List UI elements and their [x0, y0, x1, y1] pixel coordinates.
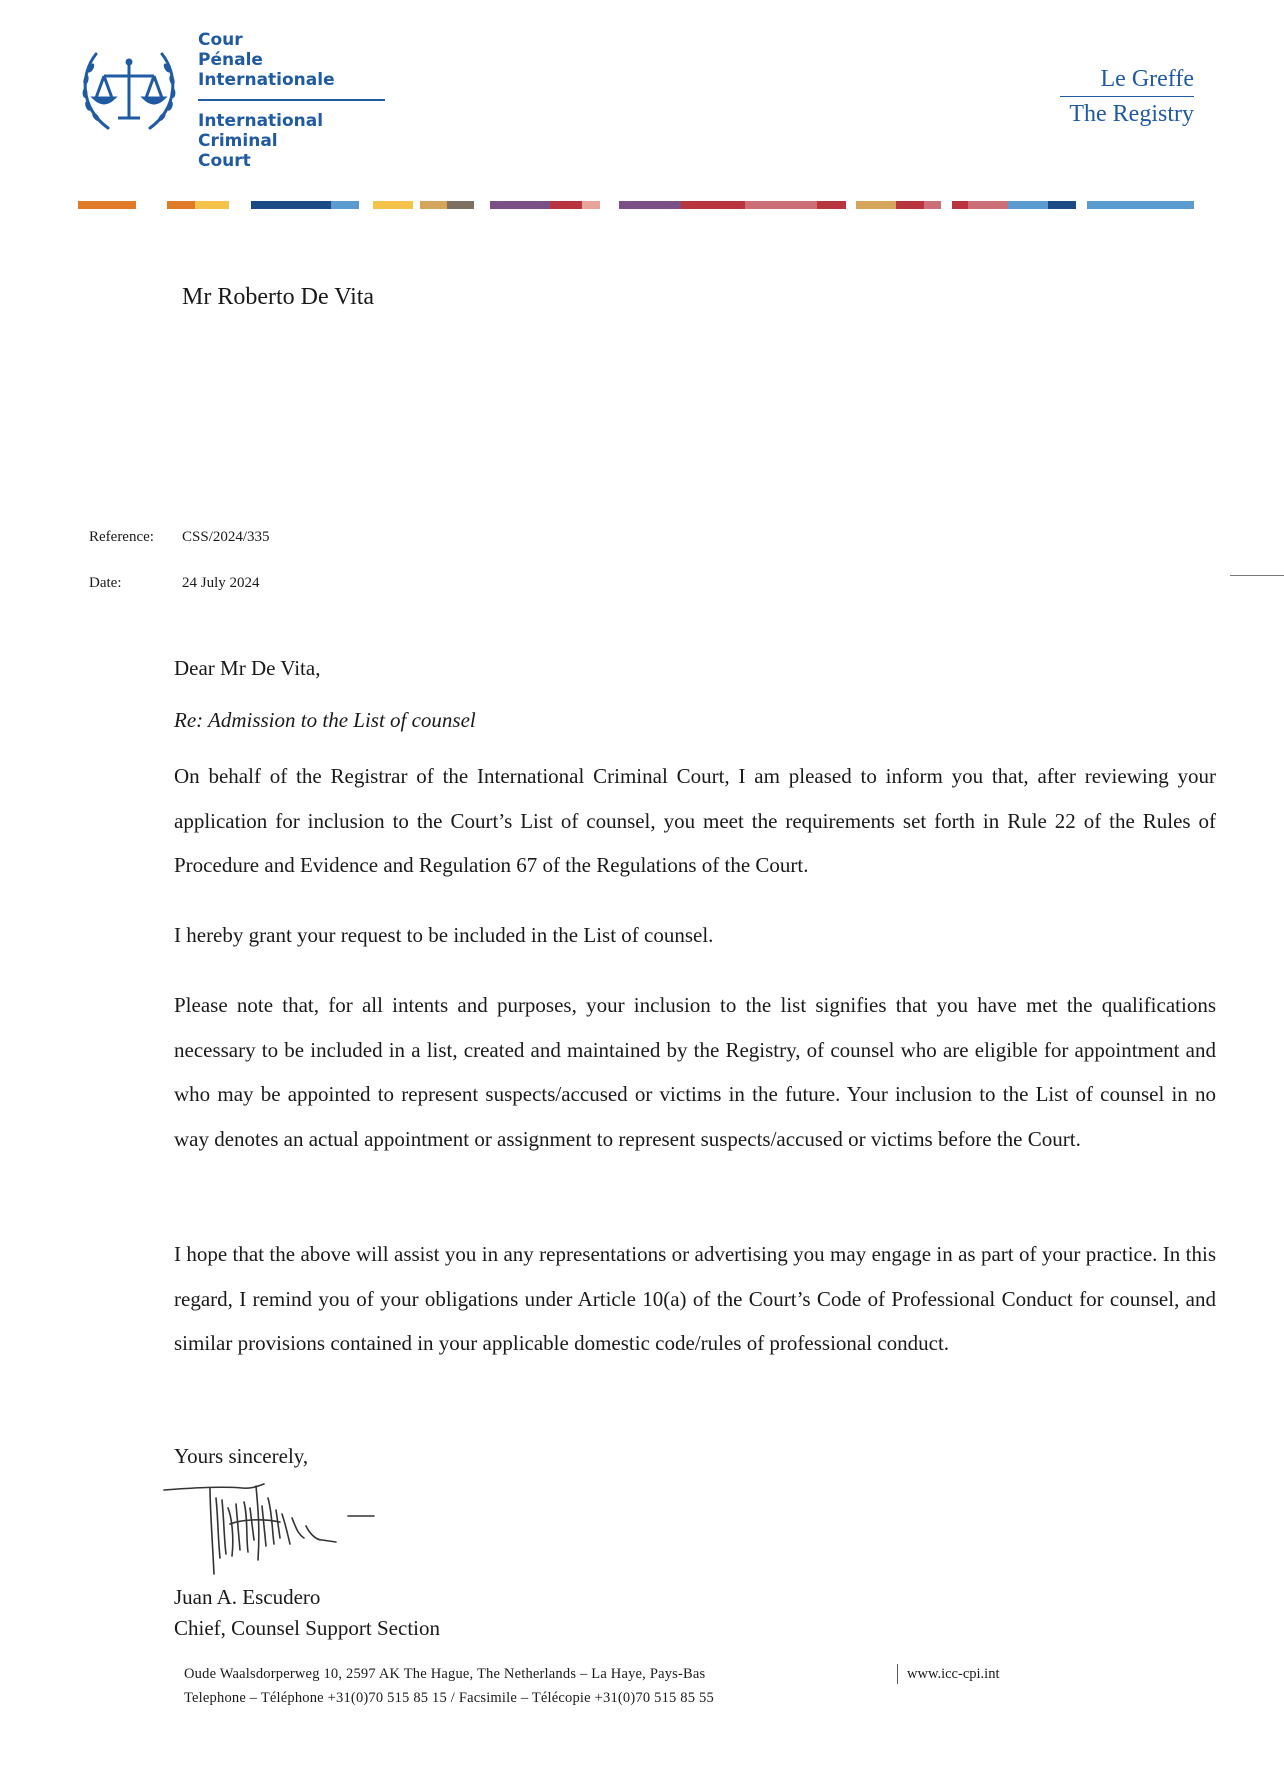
- org-name-french: [198, 30, 335, 90]
- color-strip-segment: [896, 201, 924, 209]
- footer-separator: [897, 1664, 898, 1684]
- date-value: 24 July 2024: [182, 575, 260, 591]
- color-strip-segment: [952, 201, 968, 209]
- color-strip-segment: [968, 201, 1008, 209]
- footer-website-link[interactable]: www.icc-cpi.int: [907, 1666, 1000, 1682]
- color-strip-segment: [78, 201, 136, 209]
- color-strip-segment: [1048, 201, 1076, 209]
- body-paragraph: On behalf of the Registrar of the International Criminal Court, I am pleased to inform you that, after reviewing your application for inclusion to the Court’s List of counsel, you meet the requirements set forth in Rule 22 of the Rules of Procedure and Evidence and Regulation 67 of the Regulations of the Court.: [174, 764, 1216, 877]
- closing: Yours sincerely,: [174, 1444, 309, 1468]
- color-strip-segment: [1087, 201, 1194, 209]
- color-strip-segment: [582, 201, 600, 209]
- reference-label: Reference:: [89, 529, 154, 545]
- subject-line: Re: Admission to the List of counsel: [174, 708, 476, 732]
- footer-address: Oude Waalsdorperweg 10, 2597 AK The Hague, The Netherlands – La Haye, Pays-Bas: [184, 1666, 706, 1682]
- color-strip-segment: [745, 201, 817, 209]
- color-strip-segment: [1008, 201, 1048, 209]
- org-name-fr-line: Internationale: [198, 70, 335, 90]
- org-name-divider: [198, 99, 385, 101]
- body-paragraph: I hereby grant your request to be included in the List of counsel.: [174, 923, 714, 947]
- recipient-name: Mr Roberto De Vita: [182, 284, 375, 310]
- org-name-en-line: International: [198, 111, 324, 131]
- footer-phone: Telephone – Téléphone +31(0)70 515 85 15 / Facsimile – Télécopie +31(0)70 515 85 55: [184, 1690, 714, 1706]
- org-name-english: [198, 111, 323, 171]
- color-strip-segment: [195, 201, 229, 209]
- handwritten-signature: [160, 1478, 390, 1582]
- color-strip-segment: [167, 201, 195, 209]
- color-strip-segment: [817, 201, 846, 209]
- org-name-fr-line: Cour: [198, 30, 243, 50]
- registry-divider: [1060, 96, 1194, 97]
- color-strip-segment: [550, 201, 582, 209]
- color-strip-segment: [420, 201, 447, 209]
- date-label: Date:: [89, 575, 122, 591]
- reference-value: CSS/2024/335: [182, 529, 270, 545]
- signer-name: Juan A. Escudero: [174, 1585, 321, 1609]
- registry-label-english: The Registry: [1069, 101, 1194, 127]
- color-strip-segment: [619, 201, 681, 209]
- color-strip-segment: [856, 201, 896, 209]
- fold-mark: [1230, 575, 1284, 576]
- signer-title: Chief, Counsel Support Section: [174, 1616, 440, 1640]
- color-strip-segment: [251, 201, 331, 209]
- color-strip-segment: [447, 201, 474, 209]
- org-name-en-line: Criminal: [198, 131, 278, 151]
- color-strip-segment: [490, 201, 550, 209]
- header-color-strip: [78, 201, 1194, 209]
- salutation: Dear Mr De Vita,: [174, 656, 321, 680]
- org-name-en-line: Court: [198, 151, 251, 171]
- color-strip-segment: [681, 201, 745, 209]
- icc-emblem-logo: [78, 46, 180, 138]
- body-paragraph: I hope that the above will assist you in any representations or advertising you may engage in as part of your practice. In this regard, I remind you of your obligations under Article 10(a) of the Court’s Code of Professional Conduct for counsel, and similar provisions contained in your applicable domestic code/rules of professional conduct.: [174, 1242, 1216, 1355]
- registry-label-french: Le Greffe: [1100, 66, 1194, 92]
- color-strip-segment: [924, 201, 941, 209]
- color-strip-segment: [331, 201, 359, 209]
- body-paragraph: Please note that, for all intents and purposes, your inclusion to the list signifies that you have met the qualifications necessary to be included in a list, created and maintained by the Registry, of counsel who are eligible for appointment and who may be appointed to represent suspects/accused or victims in the future. Your inclusion to the List of counsel in no way denotes an actual appointment or assignment to represent suspects/accused or victims before the Court.: [174, 993, 1216, 1151]
- color-strip-segment: [373, 201, 413, 209]
- org-name-fr-line: Pénale: [198, 50, 263, 70]
